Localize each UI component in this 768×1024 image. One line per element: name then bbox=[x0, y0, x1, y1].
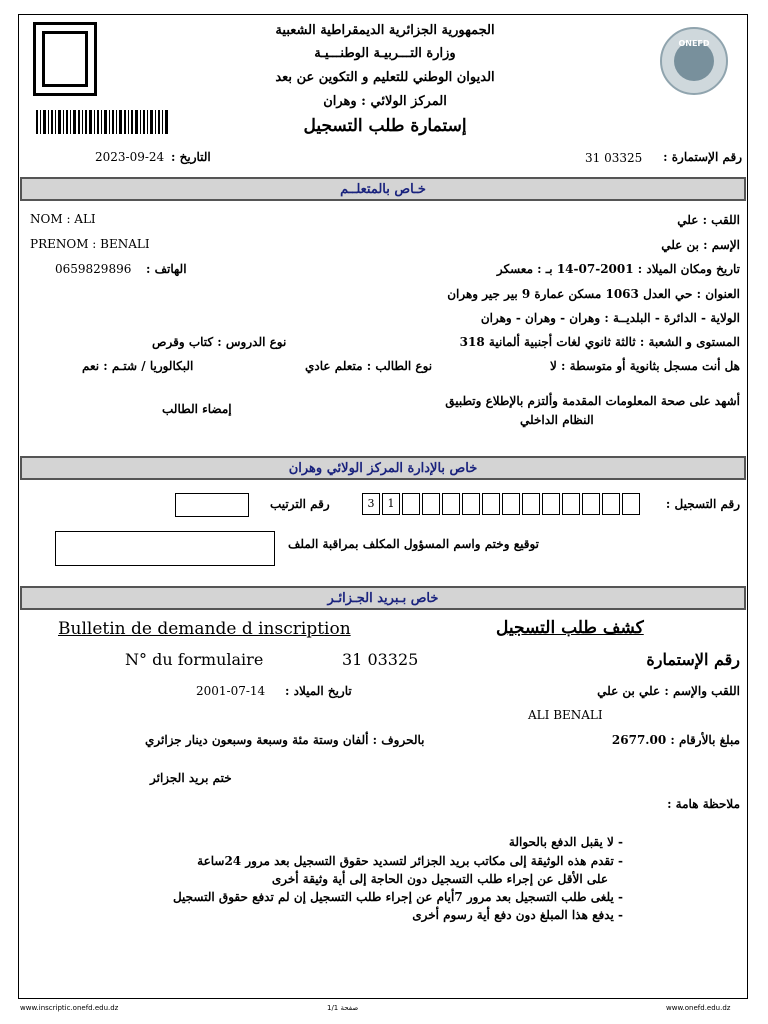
bac-field: البكالوريا / شتـم : نعم bbox=[82, 359, 194, 373]
notes-title: ملاحظة هامة : bbox=[667, 797, 740, 811]
note-item: على الأقل عن إجراء طلب التسجيل دون الحاجة إلى أية وثيقة أخرى bbox=[271, 872, 608, 886]
prenom-field: PRENOM : BENALI bbox=[30, 237, 150, 251]
note-item: - يلغى طلب التسجيل بعد مرور 7أيام عن إجراء طلب التسجيل إن لم تدفع حقوق التسجيل bbox=[172, 890, 623, 904]
page-title: إستمارة طلب التسجيل bbox=[303, 116, 467, 136]
post-section-header: خاص بـبريد الجـزائـر bbox=[20, 586, 746, 610]
registration-number-label: رقم التسجيل : bbox=[665, 497, 740, 511]
rank-box bbox=[175, 493, 249, 517]
phone-value: 0659829896 bbox=[55, 262, 132, 276]
reg-cell bbox=[522, 493, 540, 515]
header-republic: الجمهورية الجزائرية الديمقراطية الشعبية bbox=[275, 23, 495, 38]
reg-cell bbox=[462, 493, 480, 515]
reg-cell bbox=[562, 493, 580, 515]
bulletin-title-ar: كشف طلب التسجيل bbox=[496, 618, 644, 638]
photo-box bbox=[33, 22, 97, 96]
declaration-line-1: أشهد على صحة المعلومات المقدمة وألتزم بالإطلاع وتطبيق bbox=[445, 394, 740, 408]
phone-label: الهاتف : bbox=[146, 262, 187, 276]
reg-cell bbox=[442, 493, 460, 515]
form-number-ar: رقم الإستمارة bbox=[646, 650, 740, 669]
footer-link-right[interactable]: www.onefd.edu.dz bbox=[666, 1004, 731, 1012]
header-onefd: الديوان الوطني للتعليم و التكوين عن بعد bbox=[275, 70, 495, 85]
laqab-field: اللقب : علي bbox=[677, 213, 740, 227]
student-type-field: نوع الطالب : متعلم عادي bbox=[305, 359, 433, 373]
nom-field: NOM : ALI bbox=[30, 212, 96, 226]
note-item: - لا يقبل الدفع بالحوالة bbox=[508, 835, 623, 849]
level-field: المستوى و الشعبة : ثالثة ثانوي لغات أجنبية ألمانية 318 bbox=[459, 335, 740, 349]
post-stamp-label: ختم بريد الجزائر bbox=[150, 771, 232, 785]
footer-page-number: صفحة 1/1 bbox=[327, 1004, 359, 1012]
declaration-line-2: النظام الداخلي bbox=[520, 413, 594, 427]
formulaire-value: 31 03325 bbox=[342, 650, 419, 669]
amount-in-words: بالحروف : ألفان وستة مئة وسبعة وسبعون دينار جزائري bbox=[145, 733, 425, 747]
reg-cell: 3 bbox=[362, 493, 380, 515]
date-label: التاريخ : bbox=[171, 150, 211, 164]
ism-field: الإسم : بن علي bbox=[661, 238, 740, 252]
post-name-fr: ALI BENALI bbox=[528, 708, 603, 722]
bulletin-title-fr: Bulletin de demande d inscription bbox=[58, 619, 351, 639]
reg-cell bbox=[482, 493, 500, 515]
formulaire-label: N° du formulaire bbox=[125, 650, 264, 669]
location-field: الولاية - الدائرة - البلديــة : وهران - وهران - وهران bbox=[480, 311, 740, 325]
reg-cell bbox=[582, 493, 600, 515]
amount-in-numbers: مبلغ بالأرقام : 2677.00 bbox=[611, 733, 740, 747]
date-value: 2023-09-24 bbox=[95, 150, 165, 164]
learner-section-header: خـاص بالمتعلــم bbox=[20, 177, 746, 201]
post-birth-value: 2001-07-14 bbox=[196, 684, 266, 698]
note-item: - يدفع هذا المبلغ دون دفع أية رسوم أخرى bbox=[412, 908, 623, 922]
official-stamp-label: توقيع وختم واسم المسؤول المكلف بمراقبة الملف bbox=[288, 537, 539, 551]
barcode bbox=[36, 110, 171, 134]
reg-cell bbox=[622, 493, 640, 515]
header-ministry: وزارة التـــربيـة الوطنـــيـة bbox=[314, 46, 456, 61]
reg-cell bbox=[542, 493, 560, 515]
header-center: المركز الولائي : وهران bbox=[323, 94, 447, 109]
admin-section-header: خاص بالإدارة المركز الولائي وهران bbox=[20, 456, 746, 480]
rank-label: رقم الترتيب bbox=[270, 497, 330, 511]
reg-cell bbox=[402, 493, 420, 515]
reg-cell bbox=[422, 493, 440, 515]
note-item: - تقدم هذه الوثيقة إلى مكاتب بريد الجزائر لتسديد حقوق التسجيل بعد مرور 24ساعة bbox=[197, 854, 623, 868]
reg-cell bbox=[502, 493, 520, 515]
onefd-logo: ONEFD bbox=[660, 27, 728, 95]
student-signature-label: إمضاء الطالب bbox=[162, 402, 232, 416]
post-birth-label: تاريخ الميلاد : bbox=[285, 684, 352, 698]
post-name-ar: اللقب والإسم : علي بن علي bbox=[597, 684, 740, 698]
footer-link-left[interactable]: www.inscriptic.onefd.edu.dz bbox=[20, 1004, 119, 1012]
form-number-value: 31 03325 bbox=[585, 151, 643, 165]
birth-field: تاريخ ومكان الميلاد : 2001-07-14 بـ : معسكر bbox=[496, 262, 740, 276]
reg-cell bbox=[602, 493, 620, 515]
form-number-label: رقم الإستمارة : bbox=[663, 150, 742, 164]
registered-field: هل أنت مسجل بثانوية أو متوسطة : لا bbox=[550, 359, 740, 373]
reg-cell: 1 bbox=[382, 493, 400, 515]
official-stamp-box bbox=[55, 531, 275, 566]
course-type-field: نوع الدروس : كتاب وقرص bbox=[152, 335, 287, 349]
address-field: العنوان : حي العدل 1063 مسكن عمارة 9 بير جير وهران bbox=[447, 287, 740, 301]
